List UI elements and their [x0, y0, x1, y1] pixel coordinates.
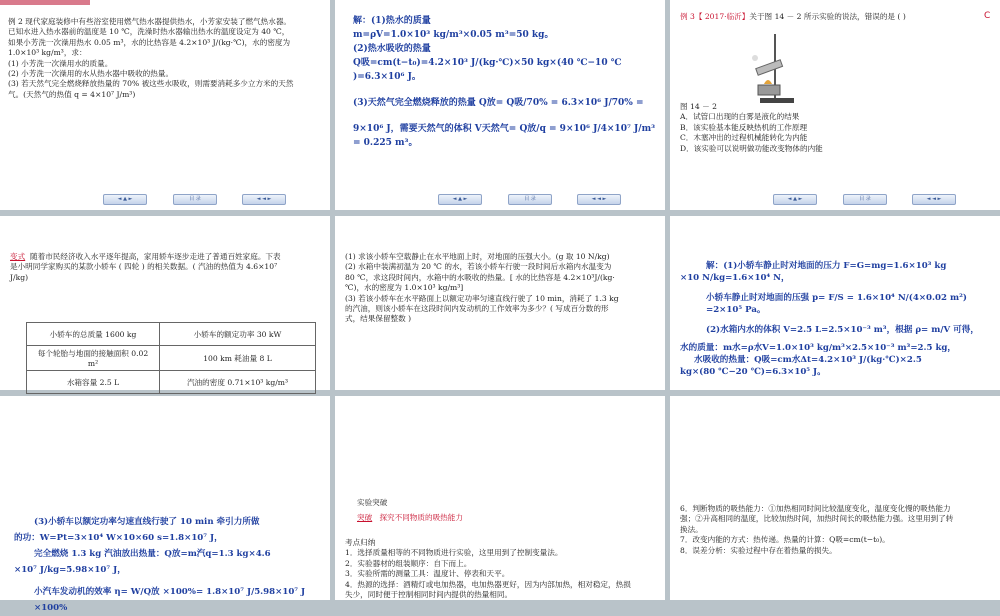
solution-line: (3)小轿车以额定功率匀速直线行驶了 10 min 牵引力所做	[34, 517, 260, 527]
option-a: A．试管口出现的白雾是液化的结果	[680, 112, 800, 122]
nav-home-button[interactable]: 目 录	[508, 194, 552, 205]
slide-header-bar	[0, 0, 90, 5]
answer-letter: C	[984, 11, 991, 21]
solution-line: 解：(1)小轿车静止时对地面的压力 F=G=mg=1.6×10³ kg	[706, 261, 947, 271]
table-cell: 每个轮胎与地面的接触面积 0.02 m²	[27, 346, 160, 371]
table-row	[27, 346, 316, 371]
slide-1[interactable]	[0, 0, 330, 210]
solution-line: kg×(80 ℃−20 ℃)=6.3×10⁵ J。	[680, 367, 826, 377]
option-d: D．该实验可以说明做功能改变物体的内能	[680, 143, 823, 153]
list-item: 4．热源的选择：酒精灯或电加热器，电加热器更好，因为内部加热，相对稳定，热损	[345, 579, 631, 589]
list-item: 换法。	[680, 524, 703, 534]
solution-line: 水的质量：m水=ρ水V=1.0×10³ kg/m³×2.5×10⁻³ m³=2.5 kg，	[680, 343, 957, 353]
question-title: 关于图 14 － 2 所示实验的说法，错误的是 ( )	[749, 12, 906, 21]
option-b: B．该实验基本能反映热机的工作原理	[680, 122, 808, 132]
table-row	[27, 371, 316, 394]
table-cell: 小轿车的额定功率 30 kW	[160, 323, 316, 346]
solution-line: ×10⁷ J/kg=5.98×10⁷ J，	[14, 565, 126, 575]
solution-line: (3)天然气完全燃烧释放的热量 Q放= Q吸/70% = 6.3×10⁶ J/70% =	[353, 98, 644, 108]
list-item: 失少，同时便于控制相同时间内提供的热量相同。	[345, 590, 513, 600]
text-line: 1.0×10³ kg/m³，求：	[8, 48, 87, 58]
question-line: (1) 求该小轿车空载静止在水平地面上时，对地面的压强大小。(g 取 10 N/kg)	[345, 252, 610, 261]
solution-line: 9×10⁶ J，需要天然气的体积 V天然气= Q放/q = 9×10⁶ J/4×10⁷ J/m³ = 0.225 m³。	[353, 124, 656, 148]
topic-title: 探究不同物质的吸热能力	[379, 513, 463, 522]
text-line: 是小明同学家购买的某款小轿车 ( 四轮 ) 的相关数据。( 汽油的热值为 4.6×10⁷	[10, 262, 278, 272]
table-row	[27, 323, 316, 346]
question-line: (3) 若该小轿车在水平路面上以额定功率匀速直线行驶了 10 min，消耗了 1.3 kg	[345, 293, 619, 303]
nav-home-button[interactable]: 目 录	[173, 194, 217, 205]
nav-home-button[interactable]: 目 录	[843, 194, 887, 205]
nav-prev-button[interactable]: ◄ ▲ ►	[438, 194, 482, 205]
slide-7[interactable]	[0, 396, 330, 613]
text-line: 气。(天然气的热值 q = 4×10⁷ J/m³)	[8, 89, 136, 99]
list-item: 7．改变内能的方式：热传递。热量的计算：Q吸=cm(t−t₀)。	[680, 535, 890, 545]
text-line: 例 2 现代家庭装修中有些浴室使用燃气热水器提供热水，小芳家安装了燃气热水器。	[8, 17, 292, 26]
solution-line: m=ρV=1.0×10³ kg/m³×0.05 m³=50 kg。	[353, 30, 554, 40]
list-item: 3．实验所需的测量工具：温度计、停表和天平。	[345, 569, 510, 579]
solution-line: 解：(1)热水的质量	[353, 16, 431, 26]
section-title: 实验突破	[357, 498, 388, 507]
text-line: J/kg)	[10, 272, 29, 282]
text-line: (3) 若天然气完全燃烧释放热量的 70% 被这些水吸收，则需要消耗多少立方米的天然	[8, 79, 294, 89]
variant-label: 变式	[10, 252, 26, 261]
slide-6[interactable]	[670, 216, 1000, 390]
list-item: 8．误差分析：实验过程中存在着热量的损失。	[680, 545, 837, 555]
solution-line: (2)水箱内水的体积 V=2.5 L=2.5×10⁻³ m³，根据 ρ= m/V 可得，	[706, 325, 979, 335]
text-line: (1) 小芳洗一次澡用水的质量。	[8, 58, 113, 68]
question-line: 80 ℃，求这段时间内，水箱中的水吸收的热量。[ 水的比热容是 4.2×10³J/(kg·	[345, 272, 615, 282]
question-line: 的汽油，则该小轿车在这段时间内发动机的工作效率为多少？( 写成百分数的形	[345, 304, 609, 314]
list-item: 强；②升高相同的温度，比较加热时间，加热时间长的吸热能力强。这里用到了转	[680, 514, 954, 524]
solution-line: 的功：W=Pt=3×10⁴ W×10×60 s=1.8×10⁷ J，	[14, 533, 223, 543]
option-c: C．木塞冲出的过程机械能转化为内能	[680, 133, 808, 143]
text-line: 随着市民经济收入水平逐年提高，家用轿车逐步走进了普通百姓家庭。下表	[30, 252, 281, 261]
table-cell: 水箱容量 2.5 L	[27, 371, 160, 394]
nav-next-button[interactable]: ◄ ◄ ►	[577, 194, 621, 205]
question-line: (2) 水箱中装满初温为 20 ℃ 的水，若该小轿车行驶一段时间后水箱内水温变为	[345, 262, 612, 272]
slide-4[interactable]	[0, 216, 330, 390]
solution-line: 小汽车发动机的效率 η= W/Q放 ×100%= 1.8×10⁷ J/5.98×10⁷ J ×100%	[34, 587, 306, 613]
nav-prev-button[interactable]: ◄ ▲ ►	[773, 194, 817, 205]
figure-caption: 图 14 － 2	[680, 102, 717, 111]
nav-next-button[interactable]: ◄ ◄ ►	[242, 194, 286, 205]
nav-next-button[interactable]: ◄ ◄ ►	[912, 194, 956, 205]
example-tag: 例 3【 2017·临沂】	[680, 12, 750, 21]
table-cell: 汽油的密度 0.71×10³ kg/m³	[160, 371, 316, 394]
nav-prev-button[interactable]: ◄ ▲ ►	[103, 194, 147, 205]
experiment-figure	[750, 30, 800, 106]
solution-line: 小轿车静止时对地面的压强 p= F/S = 1.6×10⁴ N/(4×0.02 m²) =2×10⁵ Pa。	[706, 293, 967, 315]
solution-line: ×10 N/kg=1.6×10⁴ N，	[680, 273, 790, 283]
slide-9[interactable]	[670, 396, 1000, 600]
question-line: ℃)，水的密度为 1.0×10³ kg/m³]	[345, 283, 464, 293]
solution-line: 完全燃烧 1.3 kg 汽油放出热量：Q放=m汽q=1.3 kg×4.6	[34, 549, 271, 559]
solution-line: 水吸收的热量：Q吸=cm水Δt=4.2×10³ J/(kg·℃)×2.5	[694, 355, 922, 365]
list-item: 6．判断物质的吸热能力：①加热相同时间比较温度变化，温度变化慢的吸热能力	[680, 504, 951, 513]
solution-line: (2)热水吸收的热量	[353, 44, 431, 54]
slide-3[interactable]	[670, 0, 1000, 210]
slide-5[interactable]	[335, 216, 665, 390]
table-cell: 100 km 耗油量 8 L	[160, 346, 316, 371]
text-line: 已知水进入热水器前的温度是 10 ℃，洗澡时热水器输出热水的温度设定为 40 ℃，	[8, 27, 290, 37]
list-item: 2．实验器材的组装顺序：自下而上。	[345, 558, 472, 568]
text-line: 如果小芳洗一次澡用热水 0.05 m³，水的比热容是 4.2×10³ J/(kg·℃)，水的密度为	[8, 37, 291, 47]
kp-title: 考点归纳	[345, 538, 376, 547]
slide-2[interactable]	[335, 0, 665, 210]
question-line: 式，结果保留整数 )	[345, 314, 412, 324]
solution-line: Q吸=cm(t−t₀)=4.2×10³ J/(kg·℃)×50 kg×(40 ℃−10 ℃	[353, 58, 622, 68]
table-cell: 小轿车的总质量 1600 kg	[27, 323, 160, 346]
breakthrough-label: 突破	[357, 513, 373, 522]
slide-8[interactable]	[335, 396, 665, 600]
list-item: 1．选择质量相等的不同物质进行实验，这里用到了控制变量法。	[345, 548, 563, 558]
solution-line: )=6.3×10⁶ J。	[353, 72, 421, 82]
spec-table	[26, 322, 316, 394]
text-line: (2) 小芳洗一次澡用的水从热水器中吸收的热量。	[8, 69, 174, 79]
